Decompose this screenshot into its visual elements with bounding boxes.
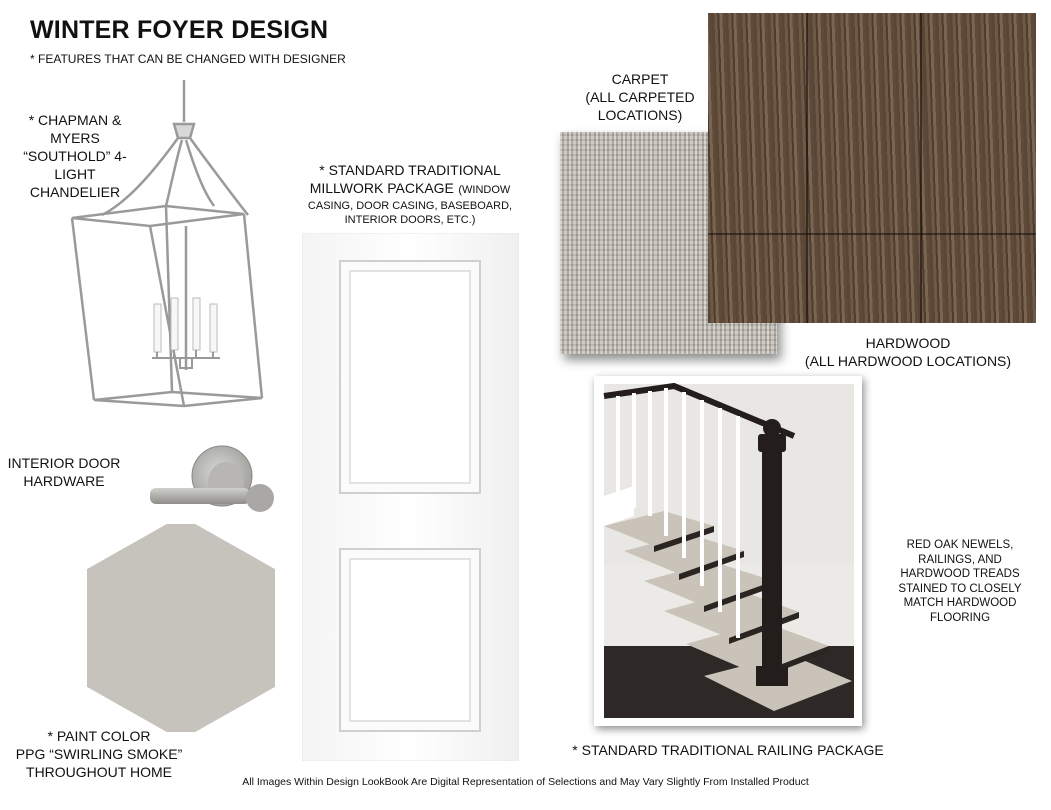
millwork-caption-line: * STANDARD TRADITIONAL [319, 162, 501, 178]
paint-swatch-hexagon [89, 524, 273, 732]
railing-note-line: RAILINGS, AND [918, 553, 1002, 566]
paint-caption [8, 727, 190, 781]
door-hardware-caption-line: HARDWARE [23, 473, 105, 489]
railing-note-line: RED OAK NEWELS, [906, 539, 1014, 551]
door-image [302, 233, 519, 761]
page-subtitle: * FEATURES THAT CAN BE CHANGED WITH DESIGNER [30, 52, 346, 66]
hardwood-caption [790, 334, 1026, 370]
staircase-photo-frame [594, 376, 862, 726]
carpet-caption-line: LOCATIONS) [597, 107, 683, 123]
chandelier-caption-line: CHANDELIER [29, 184, 121, 200]
door-lever-image [148, 444, 278, 522]
page-title: WINTER FOYER DESIGN [30, 16, 329, 44]
carpet-caption-line: CARPET [611, 71, 669, 87]
chandelier-caption-line: * CHAPMAN & [28, 112, 122, 128]
hardwood-caption-line: HARDWOOD [865, 335, 951, 351]
carpet-caption [560, 70, 720, 124]
hardwood-swatch-image [708, 13, 1036, 323]
millwork-caption-line: MILLWORK PACKAGE [309, 180, 454, 196]
paint-swatch [87, 524, 275, 732]
hardwood-caption-line: (ALL HARDWOOD LOCATIONS) [804, 353, 1012, 369]
railing-note-line: FLOORING [929, 611, 991, 624]
millwork-caption-line: CASING, DOOR CASING, BASEBOARD, [307, 200, 513, 212]
chandelier-caption-line: “SOUTHOLD” 4- [23, 148, 127, 164]
staircase-photo [594, 376, 862, 726]
millwork-caption-line: INTERIOR DOORS, ETC.) [344, 214, 476, 226]
railing-caption: * STANDARD TRADITIONAL RAILING PACKAGE [572, 742, 884, 758]
chandelier-image [62, 80, 282, 412]
paint-caption-line: * PAINT COLOR [47, 728, 151, 744]
millwork-caption [295, 161, 525, 227]
footer-disclaimer: All Images Within Design LookBook Are Digital Representation of Selections and May Vary Slightly From Installed Product [242, 776, 809, 788]
railing-note-line: STAINED TO CLOSELY [898, 582, 1022, 595]
carpet-caption-line: (ALL CARPETED [585, 89, 695, 105]
railing-note-line: HARDWOOD TREADS [900, 568, 1020, 580]
chandelier-caption-line: LIGHT [54, 166, 96, 182]
paint-caption-line: PPG “SWIRLING SMOKE” [15, 746, 183, 762]
door-hardware-caption-line: INTERIOR DOOR [7, 455, 121, 471]
railing-note [890, 538, 1030, 625]
millwork-caption-line: (WINDOW [458, 184, 511, 196]
railing-note-line: MATCH HARDWOOD [903, 597, 1017, 609]
paint-caption-line: THROUGHOUT HOME [26, 764, 172, 780]
door-hardware-caption [0, 454, 128, 490]
chandelier-caption-line: MYERS [50, 130, 100, 146]
